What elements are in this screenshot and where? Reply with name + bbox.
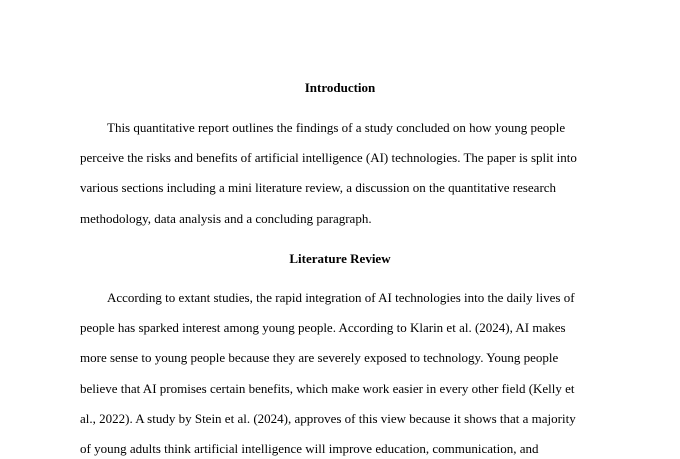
- paragraph-line: This quantitative report outlines the findings of a study concluded on how young people: [107, 120, 566, 135]
- paragraph-line: believe that AI promises certain benefits, which make work easier in every other field (Kelly et: [80, 381, 575, 396]
- heading-introduction: Introduction: [304, 80, 376, 95]
- paragraph-line: perceive the risks and benefits of artificial intelligence (AI) technologies. The paper is split into: [80, 150, 577, 165]
- paragraph-line: According to extant studies, the rapid integration of AI technologies into the daily lives of: [107, 290, 575, 305]
- heading-literature-review: Literature Review: [289, 251, 391, 266]
- paragraph-line: of young adults think artificial intelligence will improve education, communication, and: [80, 441, 539, 456]
- paragraph-line: people has sparked interest among young people. According to Klarin et al. (2024), AI makes: [80, 320, 566, 335]
- paragraph-line: more sense to young people because they are severely exposed to technology. Young people: [80, 350, 559, 365]
- paragraph-line: al., 2022). A study by Stein et al. (2024), approves of this view because it shows that a majority: [80, 411, 576, 426]
- paragraph-line: various sections including a mini literature review, a discussion on the quantitative research: [80, 180, 557, 195]
- paragraph-line: methodology, data analysis and a concluding paragraph.: [80, 211, 372, 226]
